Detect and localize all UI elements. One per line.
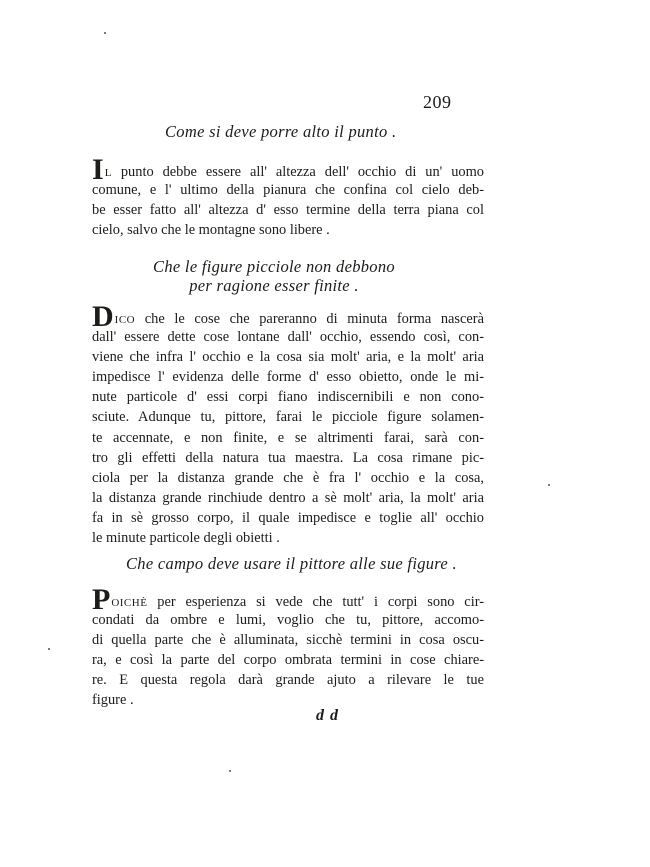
line-text: che le cose che pareranno di minuta forma nascerà xyxy=(135,311,484,327)
paragraph-line: re. E questa regola darà grande ajuto a rilevare le tue xyxy=(92,672,484,689)
section-heading xyxy=(165,122,396,141)
paragraph-line: te accennate, e non finite, e se altrimenti farai, sarà con- xyxy=(92,429,484,446)
section-heading xyxy=(0,257,548,295)
paragraph xyxy=(92,583,484,711)
paragraph-line: comune, e l' ultimo della pianura che confina col cielo deb- xyxy=(92,182,484,199)
line-text: per esperienza si vede che tutt' i corpi sono cir- xyxy=(147,594,484,610)
small-caps: ICO xyxy=(114,314,136,326)
paragraph xyxy=(92,153,484,240)
paragraph-line: nute particole d' essi corpi fiano indiscernibili e non cono- xyxy=(92,389,484,406)
heading-line: Che campo deve usare il pittore alle sue figure . xyxy=(126,554,457,573)
paragraph-line: sciute. Adunque tu, pittore, farai le picciole figure solamen- xyxy=(92,409,484,426)
paragraph-line xyxy=(92,583,484,616)
paper-speck xyxy=(104,32,106,34)
line-text: punto debbe essere all' altezza dell' occhio di un' uomo xyxy=(111,164,484,180)
paragraph-line: condati da ombre e lumi, voglio che tu, pittore, accomo- xyxy=(92,612,484,629)
paragraph-line xyxy=(92,300,484,333)
drop-cap: D xyxy=(92,300,114,333)
paragraph-line: tro gli effetti della natura tua maestra. La cosa rimane pic- xyxy=(92,449,484,466)
paragraph-line: cielo, salvo che le montagne sono libere . xyxy=(92,222,330,239)
paragraph-line: di quella parte che è alluminata, sicchè termini in cosa oscu- xyxy=(92,632,484,649)
paragraph-line: figure . xyxy=(92,692,134,709)
paragraph-line: ra, e così la parte del corpo ombrata termini in cose chiare- xyxy=(92,652,484,669)
paper-speck xyxy=(48,648,50,650)
drop-cap: P xyxy=(92,583,111,616)
paper-speck xyxy=(229,770,231,772)
heading-line: Che le figure picciole non debbono xyxy=(153,257,395,276)
small-caps: L xyxy=(104,167,112,179)
paragraph-line: fa in sè grosso corpo, il quale impedisce e toglie all' occhio xyxy=(92,509,484,526)
paragraph-line: le minute particole degli obietti . xyxy=(92,530,280,547)
paper-speck xyxy=(548,484,550,486)
page-number: 209 xyxy=(423,92,452,112)
paragraph-line: impedisce l' evidenza delle forme d' esso obietto, onde le mi- xyxy=(92,369,484,386)
paragraph-line: ciola per la distanza grande che è fra l' occhio e la cosa, xyxy=(92,469,484,486)
paragraph-line: be esser fatto all' altezza d' esso termine della terra piana col xyxy=(92,202,484,219)
paragraph-line: la distanza grande rinchiude dentro a sè molt' aria, la molt' aria xyxy=(92,489,484,506)
drop-cap: I xyxy=(92,153,104,186)
paragraph-line: viene che infra l' occhio e la cosa sia molt' aria, e la molt' aria xyxy=(92,349,484,366)
paragraph-line: dall' essere dette cose lontane dall' occhio, essendo così, con- xyxy=(92,329,484,346)
paragraph xyxy=(92,300,484,548)
section-heading xyxy=(126,554,457,573)
signature-mark: d d xyxy=(316,707,339,724)
heading-line: Come si deve porre alto il punto . xyxy=(165,122,397,141)
small-caps: OICHÈ xyxy=(111,597,148,609)
heading-line: per ragione esser finite . xyxy=(189,276,359,295)
paragraph-line xyxy=(92,153,484,186)
